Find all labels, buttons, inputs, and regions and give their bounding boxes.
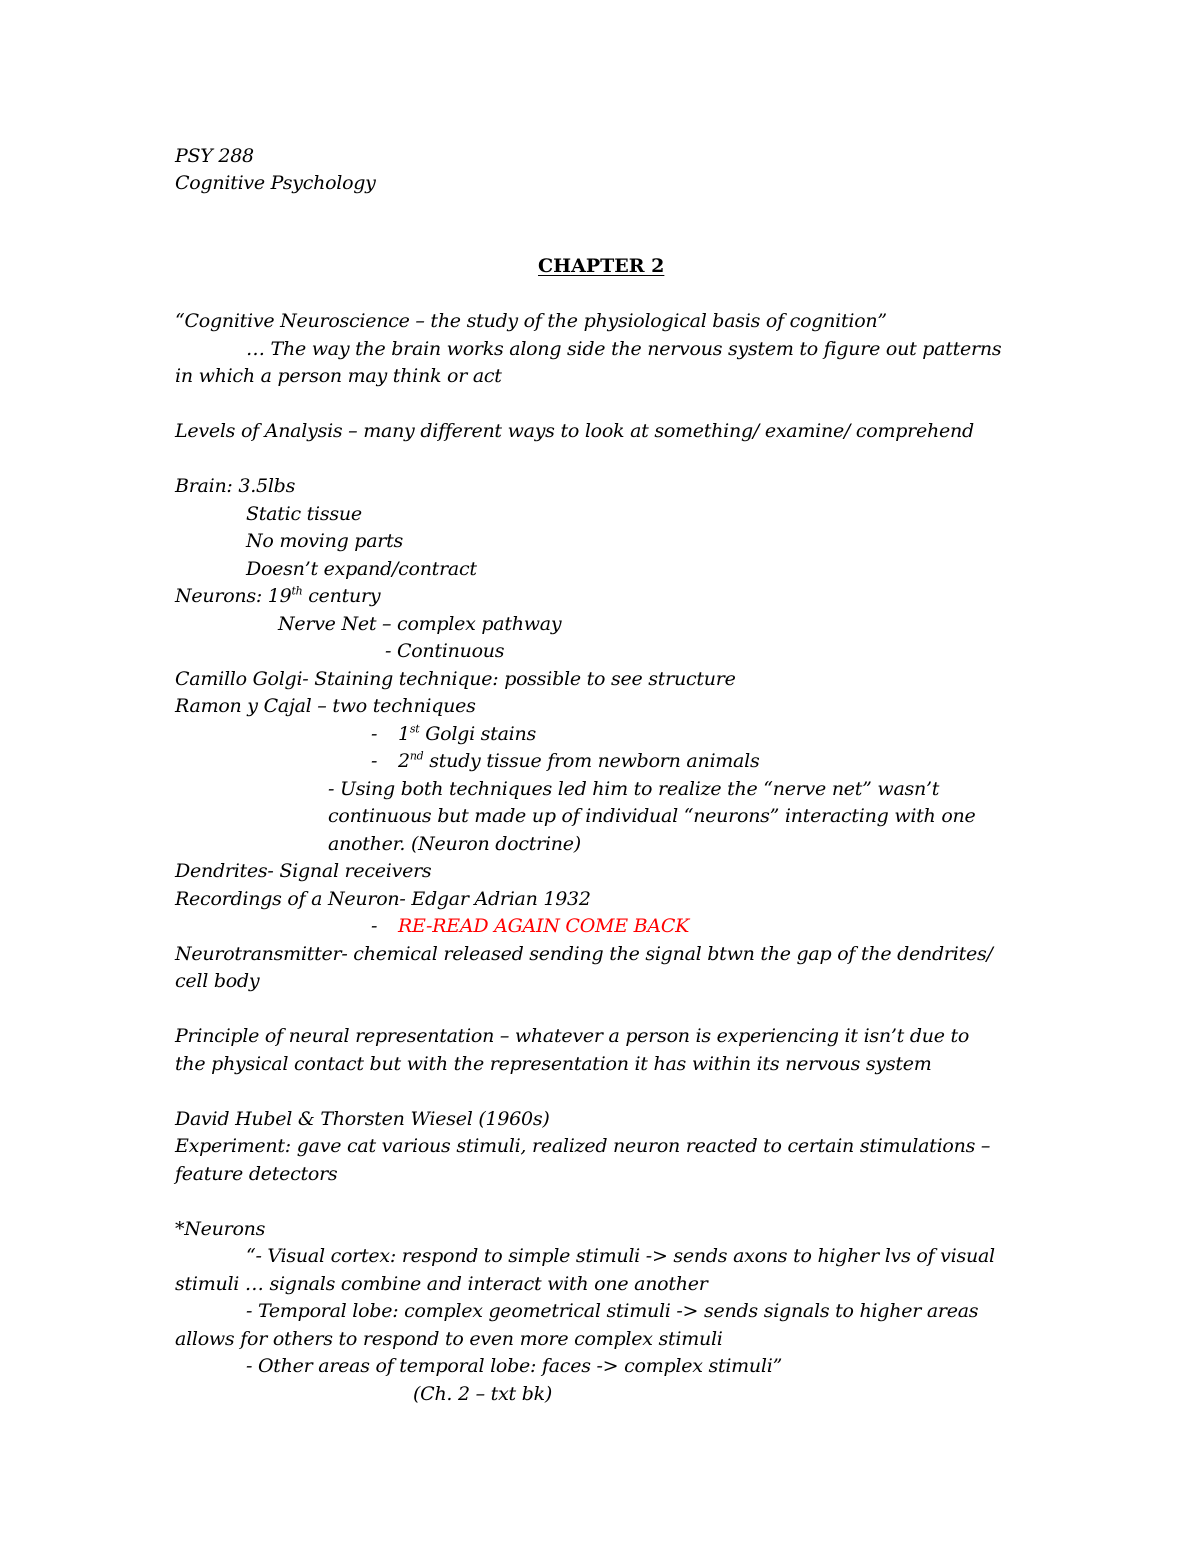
definition-quote: “Cognitive Neuroscience – the study of the physiological basis of cognition”	[175, 310, 887, 332]
experiment-cont: feature detectors	[175, 1163, 338, 1185]
brain-fact-1: Static tissue	[246, 503, 362, 525]
neurons-century	[175, 583, 380, 610]
neuron-doctrine-2: continuous but made up of individual “neurons” interacting with one	[328, 805, 976, 827]
neuron-doctrine-3: another. (Neuron doctrine)	[328, 833, 581, 855]
reread-dash: -	[371, 915, 378, 937]
technique-2-sup: nd	[409, 749, 424, 763]
technique-2-b: study tissue from newborn animals	[423, 750, 760, 772]
recordings-of-neuron: Recordings of a Neuron- Edgar Adrian 1932	[175, 888, 591, 910]
course-code: PSY 288	[175, 145, 254, 167]
nerve-net: Nerve Net – complex pathway	[278, 613, 562, 635]
technique-2-a: 2	[398, 750, 410, 772]
camillo-golgi: Camillo Golgi- Staining technique: possible to see structure	[175, 668, 736, 690]
neurotransmitter: Neurotransmitter- chemical released sending the signal btwn the gap of the dendrites/	[175, 943, 993, 965]
neural-representation-cont: the physical contact but with the representation it has within its nervous system	[175, 1053, 932, 1075]
definition-explanation: … The way the brain works along side the nervous system to figure out patterns	[246, 338, 1002, 360]
brain-fact-3: Doesn’t expand/contract	[246, 558, 477, 580]
visual-cortex-cont: stimuli … signals combine and interact with one another	[175, 1273, 708, 1295]
technique-1	[398, 721, 536, 748]
neurons-heading: *Neurons	[175, 1218, 266, 1240]
temporal-lobe-cont: allows for others to respond to even more complex stimuli	[175, 1328, 723, 1350]
brain-weight: Brain: 3.5lbs	[175, 475, 296, 497]
technique-1-b: Golgi stains	[419, 723, 536, 745]
technique-1-dash: -	[371, 723, 378, 745]
nerve-net-continuous: - Continuous	[385, 640, 505, 662]
neurons-century-sup: th	[291, 584, 303, 598]
brain-fact-2: No moving parts	[246, 530, 404, 552]
other-temporal-areas: - Other areas of temporal lobe: faces -> complex stimuli”	[246, 1355, 783, 1377]
levels-of-analysis: Levels of Analysis – many different ways to look at something/ examine/ comprehend	[175, 420, 974, 442]
hubel-wiesel: David Hubel & Thorsten Wiesel (1960s)	[175, 1108, 550, 1130]
ramon-y-cajal: Ramon y Cajal – two techniques	[175, 695, 476, 717]
definition-explanation-cont: in which a person may think or act	[175, 365, 502, 387]
citation: (Ch. 2 – txt bk)	[413, 1383, 553, 1405]
course-name: Cognitive Psychology	[175, 172, 376, 194]
chapter-title: CHAPTER 2	[538, 255, 665, 277]
neurons-century-b: century	[302, 585, 381, 607]
neurons-century-a: Neurons: 19	[175, 585, 292, 607]
technique-1-a: 1	[398, 723, 410, 745]
technique-2	[398, 748, 759, 775]
neuron-doctrine-1: - Using both techniques led him to realize the “nerve net” wasn’t	[328, 778, 940, 800]
neurotransmitter-cont: cell body	[175, 970, 260, 992]
technique-2-dash: -	[371, 750, 378, 772]
experiment: Experiment: gave cat various stimuli, realized neuron reacted to certain stimulations –	[175, 1135, 991, 1157]
visual-cortex: “- Visual cortex: respond to simple stimuli -> sends axons to higher lvs of visual	[246, 1245, 995, 1267]
technique-1-sup: st	[409, 722, 420, 736]
reread-note: RE-READ AGAIN COME BACK	[398, 915, 690, 937]
temporal-lobe: - Temporal lobe: complex geometrical stimuli -> sends signals to higher areas	[246, 1300, 979, 1322]
neural-representation: Principle of neural representation – whatever a person is experiencing it isn’t due to	[175, 1025, 970, 1047]
dendrites: Dendrites- Signal receivers	[175, 860, 432, 882]
